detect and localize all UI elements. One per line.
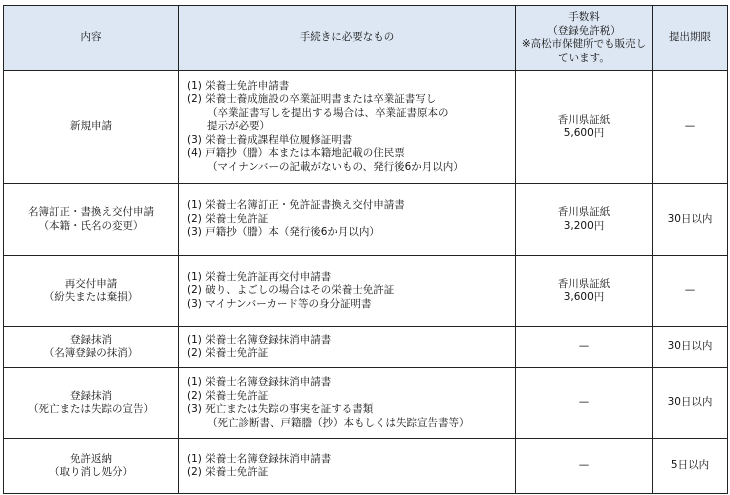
fee-line: 3,600円 [563,291,605,303]
header-requirements: 手続きに必要なもの [179,6,516,71]
content-cell [4,71,179,184]
requirement-line: (1) 栄養士免許申請書 [187,79,290,92]
table-row [4,368,728,439]
requirement-line: (1) 栄養士名簿登録抹消申請書 [187,376,332,388]
header-fee-line: 手数料 [568,11,600,23]
fee-line: 香川県証紙 [557,206,611,218]
fee-line: 香川県証紙 [557,113,611,126]
fee-cell [516,256,653,327]
requirement-item [187,466,515,480]
license-procedures-table [3,5,728,494]
requirement-line: (2) 栄養士免許証 [187,466,269,478]
fee-cell [516,184,653,256]
fee-cell [516,368,653,439]
content-line: （名簿登録の抹消） [43,347,139,359]
requirement-item [187,453,515,467]
requirement-line: (3) マイナンバーカード等の身分証明書 [187,297,372,310]
requirement-line: （マイナンバーの記載がないもの、発行後6か月以内） [207,160,464,173]
requirement-item [187,390,515,404]
requirements-cell [179,71,516,184]
requirements-cell [179,327,516,368]
header-fee [516,6,653,71]
content-line: （死亡または失踪の宣告） [28,403,154,415]
deadline-cell: 5日以内 [653,439,728,494]
requirement-line: (2) 栄養士養成施設の卒業証明書または卒業証書写し [187,93,437,106]
deadline-cell: 30日以内 [653,184,728,256]
content-line: 免許返納 [70,452,112,465]
requirement-item [187,199,515,213]
fee-cell [516,439,653,494]
table-row [4,256,728,327]
requirement-line: (1) 栄養士免許証再交付申請書 [187,270,332,283]
requirement-line: (1) 栄養士名簿登録抹消申請書 [187,333,332,346]
requirement-line: (2) 栄養士免許証 [187,389,269,402]
requirement-item [187,80,515,94]
header-content: 内容 [4,6,179,71]
requirement-item [187,403,515,430]
requirement-line: (1) 栄養士名簿登録抹消申請書 [187,452,332,465]
table-row [4,439,728,494]
header-deadline: 提出期限 [653,6,728,71]
content-line: （本籍・氏名の変更） [38,219,144,232]
requirement-line: (3) 栄養士養成課程単位履修証明書 [187,133,353,146]
requirement-line: (1) 栄養士名簿訂正・免許証書換え交付申請書 [187,199,405,212]
table-row [4,184,728,256]
requirement-line: (2) 破り、よごしの場合はその栄養士免許証 [187,284,395,297]
fee-line: — [578,459,590,472]
requirements-cell [179,368,516,439]
fee-line: 香川県証紙 [557,277,611,290]
fee-cell [516,71,653,184]
requirements-cell [179,184,516,256]
fee-cell [516,327,653,368]
table-row [4,327,728,368]
requirement-line: (3) 戸籍抄（謄）本（発行後6か月以内） [187,226,380,239]
content-cell [4,368,179,439]
content-line: （取り消し処分） [49,466,133,478]
fee-line: — [578,396,590,409]
requirement-item [187,213,515,227]
requirement-item [187,147,515,174]
requirement-line: (4) 戸籍抄（謄）本または本籍地記載の住民票 [187,147,405,160]
requirement-line: （死亡診断書、戸籍謄（抄）本もしくは失踪宣告書等） [207,416,470,429]
content-cell [4,256,179,327]
requirement-line: (2) 栄養士免許証 [187,212,269,225]
fee-line: 3,200円 [563,219,605,232]
deadline-cell: — [653,256,728,327]
content-cell [4,184,179,256]
requirement-item [187,271,515,285]
deadline-cell: — [653,71,728,184]
requirement-item [187,284,515,298]
requirement-item [187,93,515,134]
content-line: 名簿訂正・書換え交付申請 [28,206,154,218]
deadline-cell: 30日以内 [653,327,728,368]
header-fee-line: ※高松市保健所でも販売し [521,38,647,50]
fee-line: — [578,340,590,353]
requirement-item [187,334,515,348]
content-line: 新規申請 [70,120,112,133]
deadline-cell: 30日以内 [653,368,728,439]
content-line: （紛失または棄損） [43,291,139,303]
requirement-line: （卒業証書写しを提出する場合は、卒業証書原本の [207,106,449,119]
requirements-cell [179,439,516,494]
content-line: 登録抹消 [70,333,112,346]
content-line: 再交付申請 [64,277,118,290]
requirement-item [187,376,515,390]
content-cell [4,327,179,368]
table-row [4,71,728,184]
header-fee-line: ています。 [558,51,610,64]
requirement-line: (2) 栄養士免許証 [187,347,269,359]
requirement-line: (3) 死亡または失踪の事実を証する書類 [187,403,374,415]
requirement-line: 提示が必要） [207,120,270,133]
requirement-item [187,134,515,148]
header-row [4,6,728,71]
header-fee-line: （登録免許税） [547,24,621,37]
content-line: 登録抹消 [70,389,112,402]
fee-line: 5,600円 [563,127,605,139]
content-cell [4,439,179,494]
requirement-item [187,298,515,312]
requirements-cell [179,256,516,327]
requirement-item [187,226,515,240]
requirement-item [187,347,515,361]
